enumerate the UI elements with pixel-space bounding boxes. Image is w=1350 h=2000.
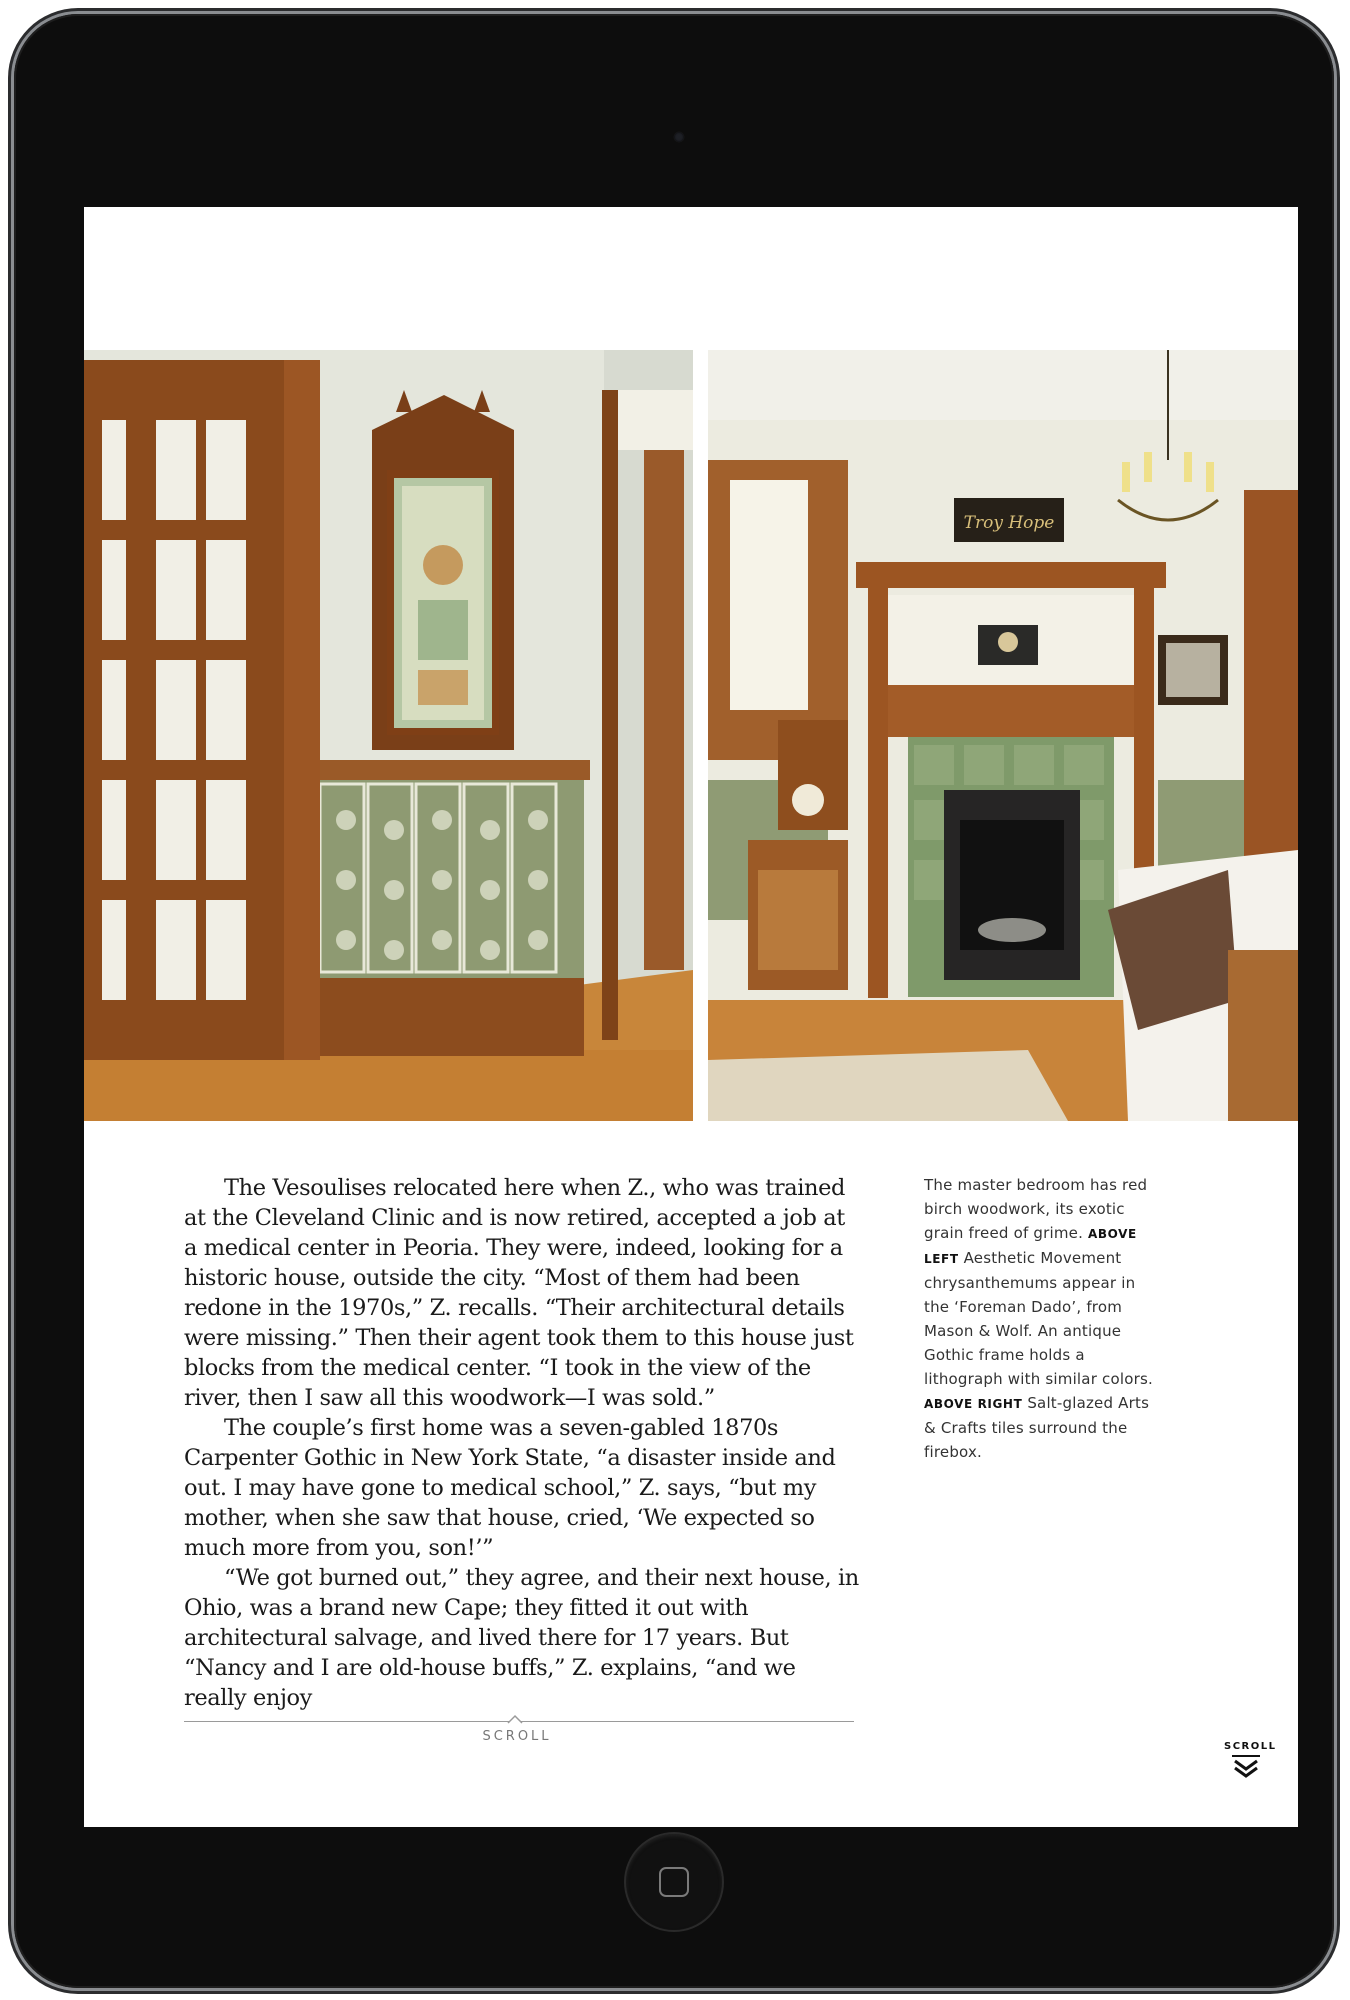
home-button[interactable] — [626, 1834, 722, 1930]
photo-doorway-dado — [84, 350, 693, 1121]
caption-text: The master bedroom has red birch woodwork, its exotic grain freed of grime. — [924, 1176, 1148, 1242]
caption-label-above-left: ABOVE LEFT — [924, 1227, 1137, 1266]
caption-text: Salt-glazed Arts & Crafts tiles surround the firebox. — [924, 1394, 1150, 1461]
article-paragraph: “We got burned out,” they agree, and their next house, in Ohio, was a brand new Cape; they fitted it out with architectural salvage, and lived there for 17 years. But “Nancy and I are old-house buffs,” Z. explains, “and we really enjoy — [184, 1565, 859, 1711]
home-square-icon — [659, 1867, 689, 1897]
front-camera — [674, 132, 684, 142]
chevron-up-icon[interactable] — [506, 1711, 524, 1729]
article-paragraph: The Vesoulises relocated here when Z., who was trained at the Cleveland Clinic and is now retired, accepted a job at a medical center in Peoria. They were, indeed, looking for a historic house, outside the city. “Most of them had been redone in the 1970s,” Z. recalls. “Their architectural details were missing.” Then their agent took them to this house just blocks from the medical center. “I took in the view of the river, then I saw all this woodwork—I was sold.” — [184, 1175, 854, 1411]
scroll-down-button[interactable] — [1224, 1741, 1277, 1784]
article-paragraph: The couple’s first home was a seven-gabled 1870s Carpenter Gothic in New York State, “a disaster inside and out. I may have gone to medical school,” Z. says, “but my mother, when she saw that house, cried, ‘We expected so much more from you, son!’” — [184, 1415, 836, 1561]
article-body — [184, 1173, 864, 1713]
photo-caption — [924, 1173, 1164, 1464]
tablet-device — [14, 14, 1334, 1988]
scroll-button-label: SCROLL — [1224, 1741, 1277, 1752]
photo-master-bedroom — [708, 350, 1298, 1121]
scroll-text-label[interactable]: SCROLL — [482, 1729, 552, 1744]
doorway-dado-illustration — [84, 350, 693, 1121]
caption-text: Aesthetic Movement chrysanthemums appear in the ‘Foreman Dado’, from Mason & Wolf. An antique Gothic frame holds a lithograph with similar colors. — [924, 1249, 1153, 1388]
magazine-page[interactable] — [84, 207, 1298, 1827]
caption-label-above-right: ABOVE RIGHT — [924, 1397, 1023, 1411]
troy-hope-sign-text: Troy Hope — [963, 513, 1055, 533]
master-bedroom-illustration — [708, 350, 1298, 1121]
double-chevron-down-icon — [1230, 1754, 1262, 1780]
